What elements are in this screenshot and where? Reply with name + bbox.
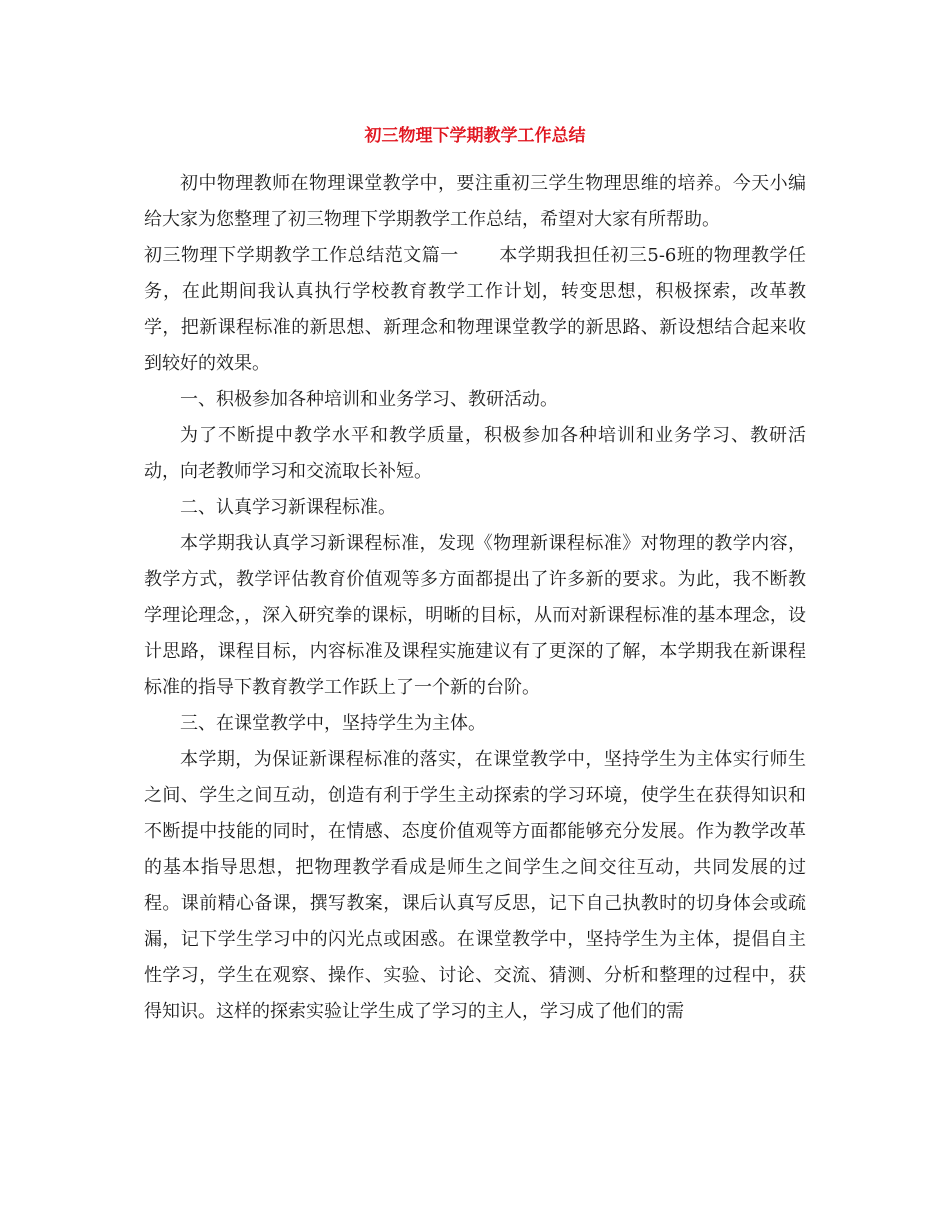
section-body-1: 为了不断提中教学水平和教学质量，积极参加各种培训和业务学习、教研活动，向老教师学习和交流取长补短。 <box>144 425 806 482</box>
section-body-3: 本学期，为保证新课程标准的落实，在课堂教学中，坚持学生为主体实行师生之间、学生之间互动，创造有利于学生主动探索的学习环境，使学生在获得知识和不断提中技能的同时，在情感、态度价值观等方面都能够充分发展。作为教学改革的基本指导思想，把物理教学看成是师生之间学生之间交往互动，共同发展的过程。课前精心备课，撰写教案，课后认真写反思，记下自己执教时的切身体会或疏漏，记下学生学习中的闪光点或困惑。在课堂教学中，坚持学生为主体，提倡自主性学习，学生在观察、操作、实验、讨论、交流、猜测、分析和整理的过程中，获得知识。这样的探索实验让学生成了学习的主人，学习成了他们的需 <box>144 749 806 1022</box>
sample-paragraph <box>144 238 806 382</box>
section-body-2: 本学期我认真学习新课程标准，发现《物理新课程标准》对物理的教学内容，教学方式，教学评估教育价值观等多方面都提出了许多新的要求。为此，我不断教学理论理念，，深入研究拳的课标，明晰的目标，从而对新课程标准的基本理念，设计思路，课程目标，内容标准及课程实施建议有了更深的了解，本学期我在新课程标准的指导下教育教学工作跃上了一个新的台阶。 <box>144 533 806 698</box>
section-heading-2: 二、认真学习新课程标准。 <box>180 497 396 518</box>
intro-paragraph: 初中物理教师在物理课堂教学中，要注重初三学生物理思维的培养。今天小编给大家为您整理了初三物理下学期教学工作总结，希望对大家有所帮助。 <box>144 173 806 230</box>
section-heading-1: 一、积极参加各种培训和业务学习、教研活动。 <box>180 389 558 410</box>
sample-opening: 本学期我担任初三5-6班的物理教学任务，在此期间我认真执行学校教育教学工作计划，转变思想，积极探索，改革教学，把新课程标准的新思想、新理念和物理课堂教学的新思路、新设想结合起来收到较好的效果。 <box>144 245 806 374</box>
sample-label: 初三物理下学期教学工作总结范文篇一 <box>144 245 459 266</box>
document-body <box>144 166 806 1030</box>
section-heading-3: 三、在课堂教学中，坚持学生为主体。 <box>180 713 486 734</box>
document-title: 初三物理下学期教学工作总结 <box>364 126 586 146</box>
